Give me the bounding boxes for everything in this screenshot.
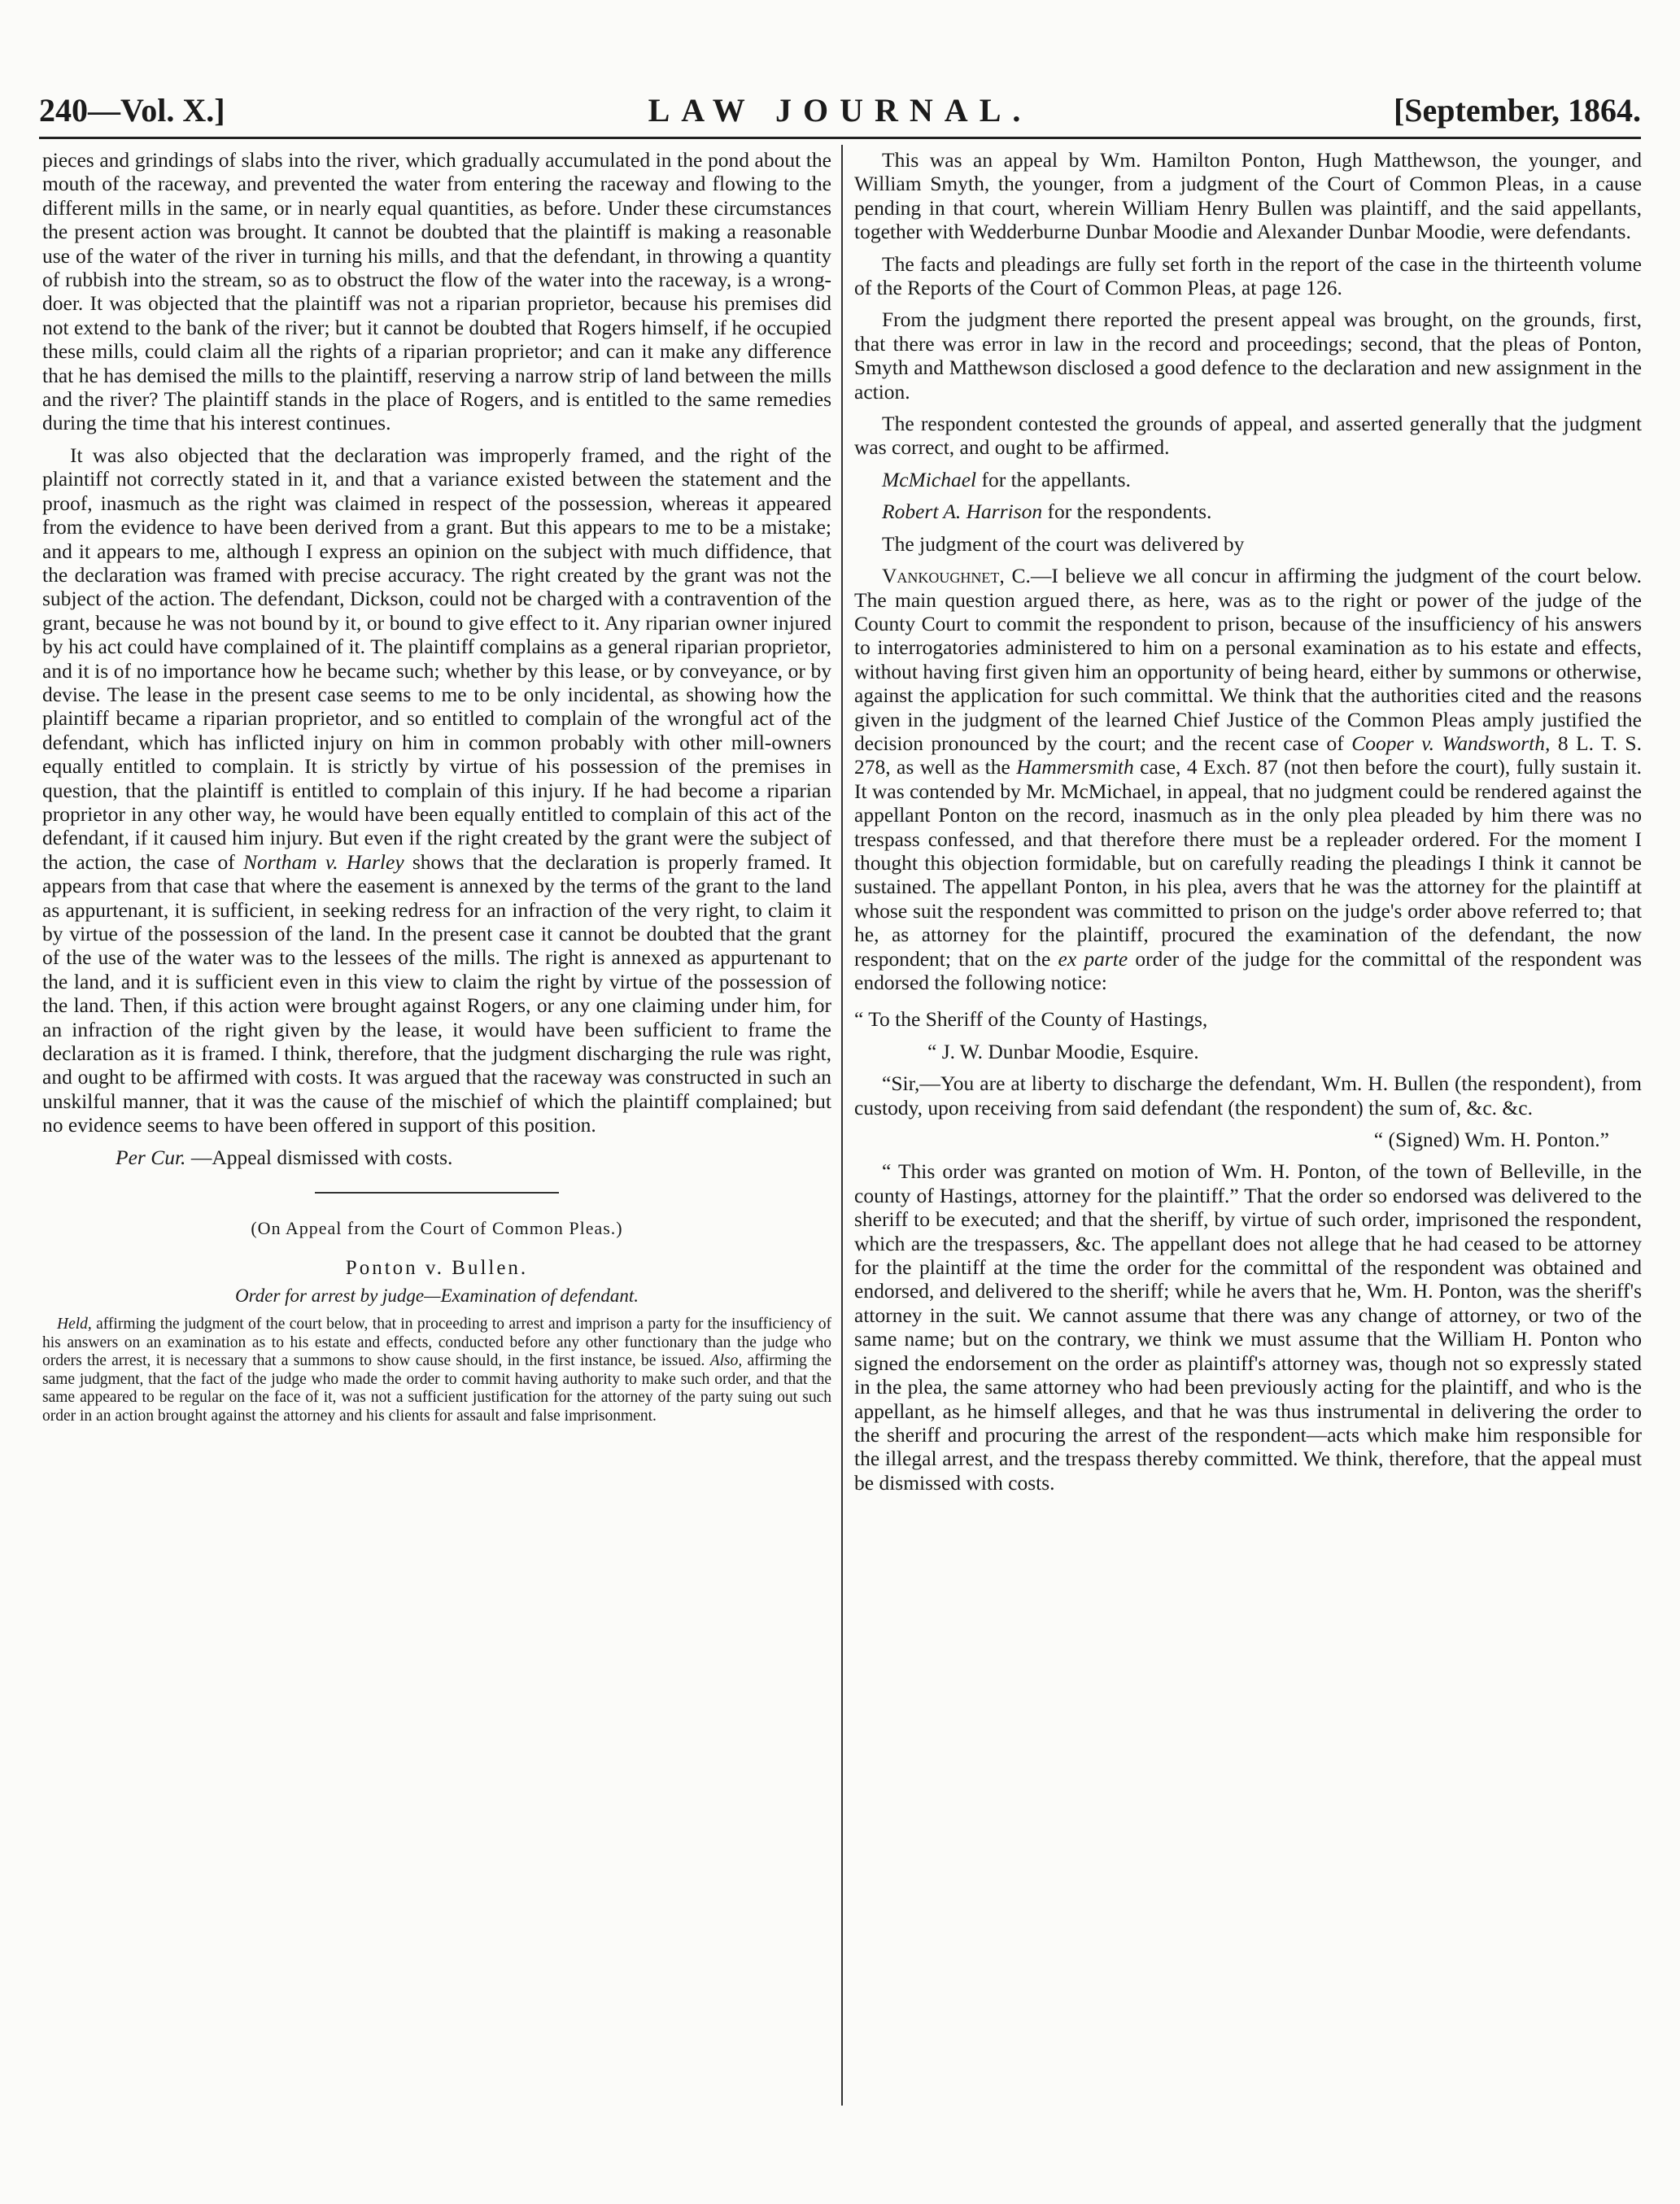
headnote-held: Held, <box>57 1316 92 1333</box>
paragraph-text: —I believe we all concur in affirming the judgment of the court below. The main question argued there, as here, was as to the right or power of the judge of the County Court to commit the respondent to prison, because of the insufficiency of his answers to interrogatories administered to him on a personal examination as to his estate and effects, without having first given him an opportunity of being heard, either by summons or otherwise, against the application for such committal. We think that the authorities cited and the reasons given in the judgment of the learned Chief Justice of the Common Pleas amply justified the decision pronounced by the court; and the recent case of <box>854 564 1643 755</box>
judgment-paragraph <box>854 564 1642 994</box>
judge-name: Vankoughnet, C. <box>882 564 1031 588</box>
counsel-role: for the respondents. <box>1047 500 1212 524</box>
paragraph-text: order of the judge for the committal of the respondent was endorsed the following notice: <box>854 946 1643 994</box>
case-subtitle: Order for arrest by judge—Examination of defendant. <box>235 1285 639 1306</box>
section-divider <box>315 1192 559 1194</box>
latin-term: ex parte <box>1058 946 1128 971</box>
counsel-name: McMichael <box>882 467 977 491</box>
paragraph: pieces and grindings of slabs into the river, which gradually accumulated in the pond about the mouth of the raceway, and prevented the water from entering the raceway and flowing to the different mills in the same, or in nearly equal quantities, as before. Under these circumstances the present action was brought. It cannot be doubted that the plaintiff is making a reasonable use of the water of the river in turning his mills, and that the defendant, in throwing a quantity of rubbish into the stream, so as to obstruct the flow of the water into the raceway, is a wrong-doer. It was objected that the plaintiff was not a riparian proprietor, because his premises did not extend to the bank of the river; but it cannot be doubted that Rogers himself, if he occupied these mills, could claim all the rights of a riparian proprietor; and can it make any difference that he has demised the mills to the plaintiff, reserving a narrow strip of land between the mills and the river? The plaintiff stands in the place of Rogers, and is entitled to the same remedies during the time that his interest continues. <box>42 148 831 435</box>
left-column <box>42 148 831 1425</box>
per-curiam-text: —Appeal dismissed with costs. <box>190 1145 453 1169</box>
per-curiam-label: Per Cur. <box>116 1145 186 1169</box>
paragraph: The judgment of the court was delivered by <box>882 531 1245 556</box>
headnote <box>42 1316 831 1425</box>
notice-addressee: “ To the Sheriff of the County of Hastings, <box>854 1007 1208 1032</box>
counsel-name: Robert A. Harrison <box>882 500 1043 524</box>
counsel-role: for the appellants. <box>981 467 1131 491</box>
headnote-also: Also, <box>709 1352 743 1370</box>
paragraph <box>42 443 831 1137</box>
appeal-label: (On Appeal from the Court of Common Pleas.) <box>251 1218 623 1239</box>
paragraph-text: 8 L. T. S. 278, as well as the <box>854 731 1642 779</box>
paragraph: The respondent contested the grounds of appeal, and asserted generally that the judgment was correct, and ought to be affirmed. <box>854 412 1642 460</box>
paragraph: From the judgment there reported the present appeal was brought, on the grounds, first, that there was error in law in the record and proceedings; second, that the pleas of Ponton, Smyth and Matthewson disclosed a good defence to the declaration and new assignment in the action. <box>854 308 1642 404</box>
paragraph-text: shows that the declaration is properly framed. It appears from that case that where the easement is annexed by the terms of the grant to the land as appurtenant, it is sufficient, in seeking redress for an infraction of the very right, to claim it by virtue of the possession of the land. In the present case it cannot be doubted that the grant of the use of the water was to the lessees of the mills. The right is annexed as appurtenant to the land, and it is sufficient even in this view to claim the right by virtue of the possession of the land. Then, if this action were brought against Rogers, or any one claiming under him, for an infraction of the right given by the lease, it would have been sufficient to frame the declaration as it is framed. I think, therefore, that the judgment discharging the rule was right, and ought to be affirmed with costs. It was argued that the raceway was constructed in such an unskilful manner, that it was the cause of the mischief of which the plaintiff complained; but no evidence seems to have been offered in support of this position. <box>42 849 832 1137</box>
right-column <box>854 148 1642 1503</box>
paragraph-text: case, 4 Exch. 87 (not then before the court), fully sustain it. It was contended by Mr. McMichael, in appeal, that no judgment could be rendered against the appellant Ponton on the record, inasmuch as in the only plea pleaded by him there was no trespass confessed, and that therefore there must be a repleader ordered. For the moment I thought this objection formidable, but on carefully reading the pleadings I think it cannot be sustained. The appellant Ponton, in his plea, avers that he was the attorney for the plaintiff at whose suit the respondent was committed to prison on the judge's order above referred to; that he, as attorney for the plaintiff, procured the examination of the defendant, the now respondent; that on the <box>854 755 1643 971</box>
paragraph: The facts and pleadings are fully set forth in the report of the case in the thirteenth volume of the Reports of the Court of Common Pleas, at page 126. <box>854 251 1642 300</box>
notice-signature: “ (Signed) Wm. H. Ponton.” <box>1373 1128 1609 1152</box>
paragraph: “ This order was granted on motion of Wm. H. Ponton, of the town of Belleville, in the county of Hastings, attorney for the plaintiff.” That the order so endorsed was delivered to the sheriff to be executed; and that the sheriff, by virtue of such order, imprisoned the respondent, which are the trespassers, &c. The appellant does not allege that he had ceased to be attorney for the plaintiff at the time the order for the committal of the respondent was obtained and endorsed, and delivered to the sheriff; while he avers that he, Wm. H. Ponton, was the sheriff's attorney in the suit. We cannot assume that there was any change of attorney, or two of the same name; but on the contrary, we think we must assume that the William H. Ponton who signed the endorsement on the order as plaintiff's attorney was, though not so expressly stated in the plea, the same attorney who had been previously acting for the plaintiff, and who is the appellant, as he himself alleges, and that he was thus instrumental in delivering the order to the sheriff and procuring the arrest of the respondent—acts which make him responsible for the illegal arrest, and the trespass thereby committed. We think, therefore, that the appeal must be dismissed with costs. <box>854 1159 1642 1495</box>
journal-title: LAW JOURNAL. <box>648 92 1032 129</box>
notice-body: “Sir,—You are at liberty to discharge the defendant, Wm. H. Bullen (the respondent), from custody, upon receiving from said defendant (the respondent) the sum of, &c. &c. <box>854 1071 1642 1119</box>
case-name: Hammersmith <box>1016 755 1134 779</box>
case-name: Northam v. Harley <box>243 849 404 874</box>
counsel-line <box>854 500 1642 523</box>
per-curiam-line <box>42 1146 831 1169</box>
column-divider <box>841 145 843 2106</box>
notice-name: “ J. W. Dunbar Moodie, Esquire. <box>927 1039 1199 1063</box>
page-number-volume: 240—Vol. X.] <box>39 92 225 129</box>
page-header <box>39 91 1641 140</box>
header-rule <box>39 137 1641 139</box>
case-name: Cooper v. Wandsworth, <box>1351 731 1551 755</box>
paragraph-text: It was also objected that the declaration was improperly framed, and the right of the plaintiff not correctly stated in it, and that a variance existed between the statement and the proof, inasmuch as the right was claimed in respect of the possession, whereas it appeared from the evidence to have been derived from a grant. But this appears to me to be a mistake; and it appears to me, although I express an opinion on the subject with much diffidence, that the declaration was framed with precise accuracy. The right created by the grant was not the subject of the action. The defendant, Dickson, could not be charged with a contravention of the grant, because he was not bound by it, or bound to give effect to it. Any riparian owner injured by his act could have complained of it. The plaintiff complains as a general riparian proprietor, and it is of no importance how he became such; whether by this lease, or by conveyance, or by devise. The lease in the present case seems to me to be only incidental, as showing how the plaintiff became a riparian proprietor, and so entitled to complain of the wrongful act of the defendant, which has inflicted injury on him in common probably with other mill-owners equally entitled to complain. It is strictly by virtue of his possession of the premises in question, that the plaintiff is entitled to complain of this injury. If he had become a riparian proprietor in any other way, he would have been equally entitled to complain of this act of the defendant, if it caused him injury. But even if the right created by the grant were the subject of the action, the case of <box>42 443 831 874</box>
counsel-line <box>854 468 1642 491</box>
paragraph: This was an appeal by Wm. Hamilton Ponton, Hugh Matthewson, the younger, and William Smyth, the younger, from a judgment of the Court of Common Pleas, in a cause pending in that court, wherein William Henry Bullen was plaintiff, and the said appellants, together with Wedderburne Dunbar Moodie and Alexander Dunbar Moodie, were defendants. <box>854 148 1642 244</box>
headnote-text: affirming the same judgment, that the fact of the judge who made the order to commit having authority to make such order, and that the same appeared to be regular on the face of it, was not a sufficient justification for the attorney of the party suing out such order in an action brought against the attorney and his clients for assault and false imprisonment. <box>42 1352 832 1425</box>
headnote-text: affirming the judgment of the court below, that in proceeding to arrest and imprison a party for the insufficiency of his answers on an examination as to his estate and effects, conducted before any other functionary than the judge who orders the arrest, it is necessary that a summons to show cause should, in the first instance, be issued. <box>42 1316 831 1370</box>
issue-date: [September, 1864. <box>1393 92 1641 129</box>
case-title: Ponton v. Bullen. <box>345 1257 529 1280</box>
